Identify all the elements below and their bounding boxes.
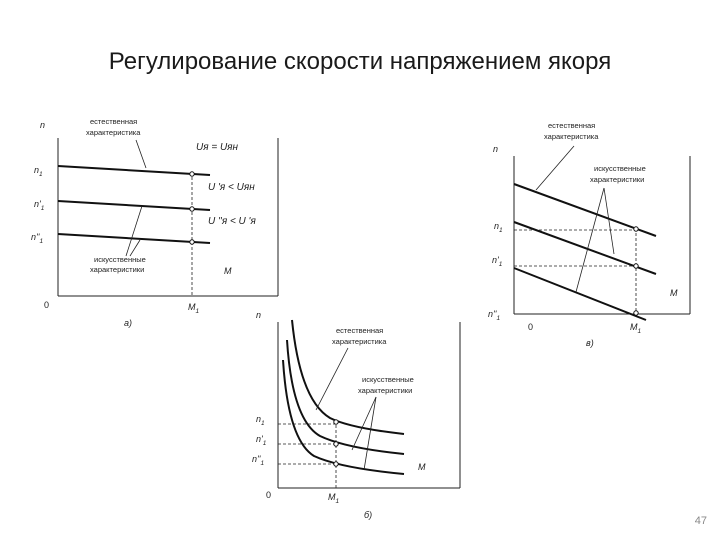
c-n1pp-tick: $n''_1$ — [488, 309, 501, 322]
a-artificial-leader-1 — [126, 206, 142, 256]
b-point-2 — [334, 442, 338, 446]
a-point-1 — [190, 172, 194, 176]
a-natural-label-2: характеристика — [86, 128, 141, 137]
a-point-3 — [190, 240, 194, 244]
a-natural-label-1: естественная — [90, 117, 138, 126]
a-artificial-label-2: характеристики — [90, 265, 145, 274]
c-artificial-leader-1 — [576, 188, 604, 292]
a-n1-tick: $n_1$ — [34, 165, 43, 178]
c-point-1 — [634, 227, 638, 231]
a-artificial-label-1: искусственные — [94, 255, 146, 264]
a-artificial-leader-2 — [130, 240, 140, 256]
b-n1-tick: $n_1$ — [256, 414, 265, 427]
diagram-b — [252, 310, 460, 520]
b-artificial-label-2: характеристики — [358, 386, 413, 395]
c-natural-label-1: естественная — [548, 121, 596, 130]
a-eq-3: U ''я < U 'я — [208, 216, 256, 227]
a-point-2 — [190, 207, 194, 211]
b-y-label: n — [256, 310, 262, 320]
b-natural-label-1: естественная — [336, 326, 384, 335]
b-point-3 — [334, 462, 338, 466]
c-panel-label: в) — [586, 338, 594, 348]
a-eq-1: Uя = Uян — [196, 142, 239, 153]
b-n1pp-tick: $n''_1$ — [252, 454, 265, 467]
b-artificial-leader-1 — [352, 397, 376, 450]
b-x-label: M — [418, 462, 426, 472]
c-artificial-label-1: искусственные — [594, 164, 646, 173]
b-natural-label-2: характеристика — [332, 337, 387, 346]
c-n1p-tick: $n'_1$ — [492, 255, 503, 268]
a-panel-label: а) — [124, 318, 133, 328]
diagram-c — [488, 121, 690, 348]
a-origin: 0 — [44, 300, 50, 310]
a-x-label: M — [224, 266, 232, 276]
b-artificial-leader-2 — [364, 397, 376, 470]
a-y-label: n — [40, 120, 46, 130]
b-n1p-tick: $n'_1$ — [256, 434, 267, 447]
c-origin: 0 — [528, 322, 534, 332]
c-natural-label-2: характеристика — [544, 132, 599, 141]
a-eq-2: U 'я < Uян — [208, 182, 255, 193]
a-artificial-line-1 — [58, 201, 210, 210]
b-m1-tick: $M_1$ — [328, 492, 340, 505]
c-y-label: n — [493, 144, 499, 154]
b-origin: 0 — [266, 490, 272, 500]
c-point-2 — [634, 264, 638, 268]
c-natural-leader — [536, 146, 574, 190]
b-artificial-label-1: искусственные — [362, 375, 414, 384]
b-point-1 — [334, 420, 338, 424]
b-panel-label: б) — [364, 510, 373, 520]
c-m1-tick: $M_1$ — [630, 322, 642, 335]
b-artificial-curve-1 — [287, 340, 404, 454]
slide-title: Регулирование скорости напряжением якоря — [108, 48, 612, 75]
c-x-label: M — [670, 288, 678, 298]
a-n1p-tick: $n'_1$ — [34, 199, 45, 212]
c-n1-tick: $n_1$ — [494, 221, 503, 234]
c-artificial-label-2: характеристики — [590, 175, 645, 184]
a-natural-line — [58, 166, 210, 175]
a-artificial-line-2 — [58, 234, 210, 243]
a-natural-leader — [136, 140, 146, 168]
b-natural-leader — [316, 348, 348, 410]
c-point-3 — [634, 311, 638, 315]
a-n1pp-tick: $n''_1$ — [31, 232, 44, 245]
page-number: 47 — [694, 515, 707, 527]
a-m1-tick: $M_1$ — [188, 302, 200, 315]
diagram-a — [31, 117, 278, 328]
